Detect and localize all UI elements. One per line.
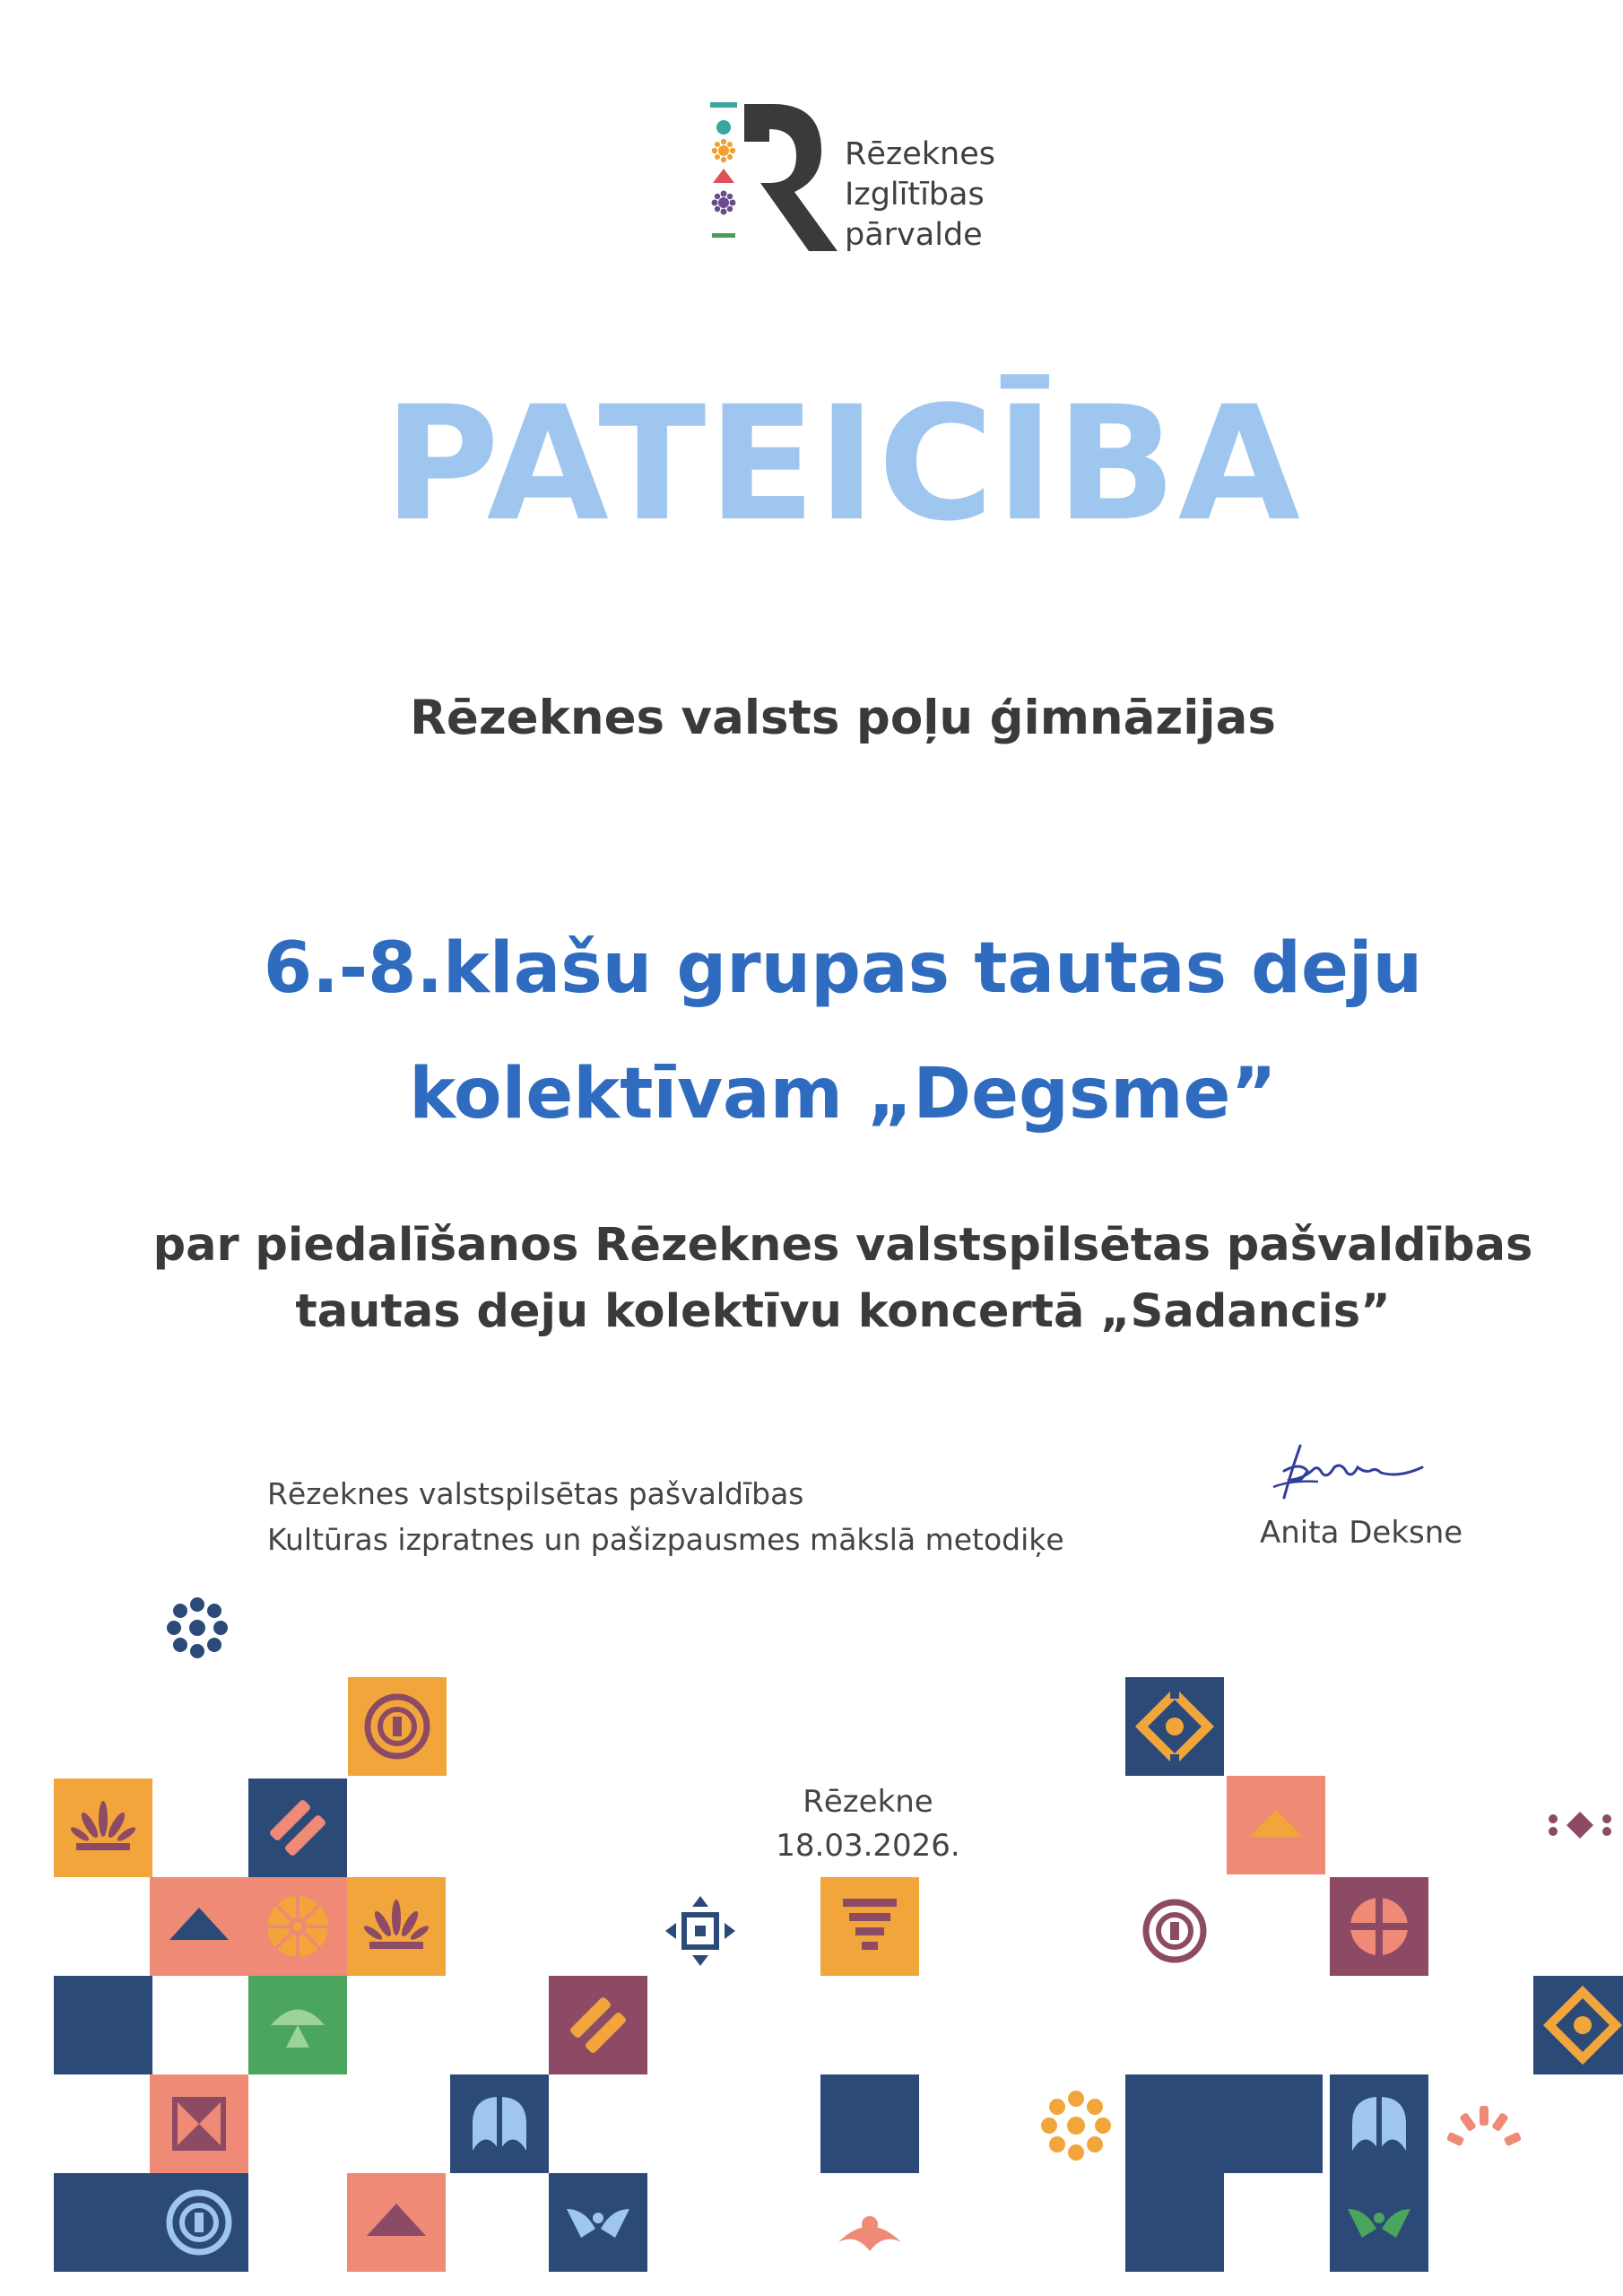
tile-orange-fan-2 — [347, 1877, 446, 1976]
tile-navy-bars — [248, 1779, 347, 1877]
triangle-icon — [347, 2173, 446, 2272]
tile-navy-sprout — [549, 2173, 647, 2272]
recipient-line-2: kolektīvam „Degsme” — [409, 1054, 1277, 1135]
diamond-icon — [1533, 1976, 1623, 2074]
tile-orange-rings — [348, 1677, 447, 1776]
window-cross-icon — [1330, 1877, 1428, 1976]
tile-navy-arch-right — [1330, 2074, 1428, 2173]
tile-navy-plain-right — [1125, 2074, 1323, 2173]
logo-line-2: Izglītības — [845, 177, 985, 213]
signer-org-line-2: Kultūras izpratnes un pašizpausmes mākslā metodiķe — [267, 1522, 1064, 1557]
award-reason — [0, 1213, 1623, 1345]
recipient-name — [0, 906, 1623, 1157]
tile-salmon-triangle-2 — [347, 2173, 446, 2272]
triangle-icon — [150, 1877, 248, 1976]
leaf-crown-icon — [829, 2206, 910, 2260]
flower-icon — [1036, 2085, 1116, 2166]
reason-line-2: tautas deju kolektīvu koncertā „Sadancis” — [295, 1285, 1391, 1338]
logo-text — [845, 135, 995, 256]
place: Rēzekne — [803, 1784, 933, 1820]
tile-salmon-flower — [248, 1877, 347, 1976]
tile-burgundy-bars — [549, 1976, 647, 2074]
logo-line-3: pārvalde — [845, 217, 983, 253]
triangle-icon — [1227, 1776, 1325, 1874]
tile-navy-plain — [54, 1976, 152, 2074]
rings-icon — [1134, 1891, 1215, 1971]
fan-icon — [54, 1779, 152, 1877]
fan-icon — [1444, 2099, 1524, 2161]
shell-icon — [248, 1976, 347, 2074]
tile-orange-fan — [54, 1779, 152, 1877]
inverted-tree-icon — [820, 1877, 919, 1976]
signer-name: Anita Deksne — [1260, 1515, 1463, 1551]
fan-icon — [347, 1877, 446, 1976]
signature — [1264, 1435, 1435, 1507]
tile-orange-tree — [820, 1877, 919, 1976]
tile-salmon-triangle — [150, 1877, 248, 1976]
logo-line-1: Rēzeknes — [845, 136, 995, 172]
diagonal-bars-icon — [248, 1779, 347, 1877]
diamond-icon — [1125, 1677, 1224, 1776]
institution-name: Rēzeknes valsts poļu ģimnāzijas — [410, 691, 1276, 745]
tile-navy-plain-right-2 — [1125, 2173, 1224, 2272]
tile-navy-rings — [150, 2173, 248, 2272]
tile-navy-diamond — [1125, 1677, 1224, 1776]
hourglass-icon — [150, 2074, 248, 2173]
signature-icon — [1264, 1435, 1435, 1507]
rings-icon — [348, 1677, 447, 1776]
diamond-dots-icon — [1544, 1803, 1616, 1848]
target-arrows-icon — [662, 1892, 739, 1970]
rings-icon — [150, 2173, 248, 2272]
signer-org-line-1: Rēzeknes valstspilsētas pašvaldības — [267, 1476, 804, 1511]
tile-navy-diamond-right — [1533, 1976, 1623, 2074]
recipient-line-1: 6.-8.klašu grupas tautas deju — [263, 928, 1423, 1009]
certificate-title: PATEICĪBA — [383, 372, 1303, 556]
tile-navy-sprout-right — [1330, 2173, 1428, 2272]
signer-organization — [267, 1471, 1064, 1562]
arch-window-icon — [1330, 2074, 1428, 2173]
reason-line-1: par piedalīšanos Rēzeknes valstspilsētas pašvaldības — [152, 1219, 1533, 1272]
place-date — [742, 1780, 994, 1868]
sprout-icon — [1330, 2173, 1428, 2272]
tile-navy-plain-center — [820, 2074, 919, 2173]
tile-salmon-triangle-right — [1227, 1776, 1325, 1874]
sprout-icon — [549, 2173, 647, 2272]
tile-green-shell — [248, 1976, 347, 2074]
sun-wheel-icon — [248, 1877, 347, 1976]
arch-window-icon — [450, 2074, 549, 2173]
logo-mark-icon — [708, 99, 843, 251]
date: 18.03.2026. — [776, 1828, 960, 1864]
diagonal-bars-icon — [549, 1976, 647, 2074]
logo — [708, 99, 843, 251]
tile-navy-arch — [450, 2074, 549, 2173]
tile-burgundy-cross — [1330, 1877, 1428, 1976]
flower-icon — [161, 1592, 233, 1664]
tile-navy-plain-2 — [54, 2173, 152, 2272]
tile-salmon-cross — [150, 2074, 248, 2173]
